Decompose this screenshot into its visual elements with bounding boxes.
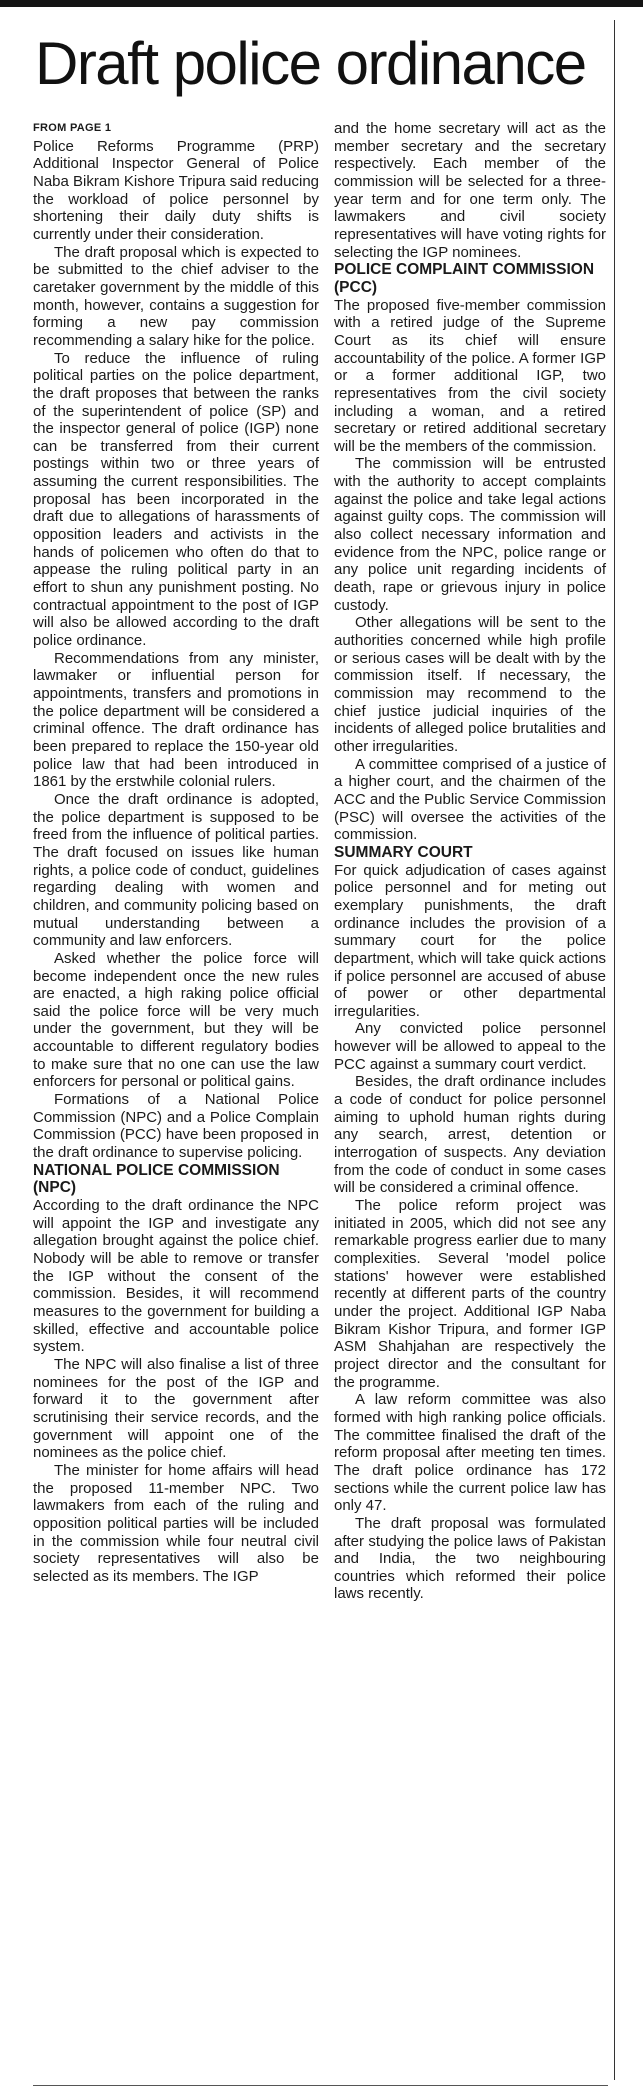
column-divider bbox=[614, 20, 615, 2080]
paragraph: Besides, the draft ordinance includes a code of conduct for police personnel aiming to uphold human rights during any search, arrest, detention or interrogation of suspects. Any deviation from the code of conduct in some cases will be considered a criminal offence. bbox=[334, 1073, 606, 1197]
article-column-2 bbox=[334, 120, 606, 1603]
paragraph: According to the draft ordinance the NPC will appoint the IGP and investigate any allegation brought against the police chief. Nobody will be able to remove or transfer the IGP without the consent of the commission. Besides, it will recommend measures to the government for building a skilled, effective and accountable police system. bbox=[33, 1197, 319, 1356]
paragraph: The proposed five-member commission with a retired judge of the Supreme Court as its chief will ensure accountability of the police. A former IGP or a former additional IGP, two representatives from the civil society including a woman, and a retired secretary or retired additional secretary will be the members of the commission. bbox=[334, 296, 606, 455]
paragraph: A committee comprised of a justice of a higher court, and the chairmen of the ACC and the Public Service Commission (PSC) will oversee the activities of the commission. bbox=[334, 755, 606, 844]
paragraph: The commission will be entrusted with the authority to accept complaints against the police and take legal actions against guilty cops. The commission will also collect necessary information and evidence from the NPC, police range or any police unit regarding incidents of death, rape or grievous injury in police custody. bbox=[334, 455, 606, 614]
paragraph: The NPC will also finalise a list of three nominees for the post of the IGP and forward it to the government after scrutinising their service records, and the government will appoint one of the nominees as the police chief. bbox=[33, 1355, 319, 1462]
summary-court-heading: SUMMARY COURT bbox=[334, 843, 473, 861]
paragraph: To reduce the influence of ruling political parties on the police department, the draft proposes that between the ranks of the superintendent of police (SP) and the inspector general of police (IGP) none can be transferred from their current postings within two or three years of assuming the current responsibilities. The proposal has been incorporated in the draft due to allegations of harassments of opposition leaders and activists in the hands of policemen who often do that to appease the ruling political party in an effort to shun any punishment posting. No contractual appointment to the post of IGP will also be allowed according to the draft police ordinance. bbox=[33, 349, 319, 650]
paragraph: The draft proposal which is expected to be submitted to the chief adviser to the caretaker government by the middle of this month, however, contains a suggestion for forming a new pay commission recommending a salary hike for the police. bbox=[33, 243, 319, 349]
paragraph: Any convicted police personnel however will be allowed to appeal to the PCC against a summary court verdict. bbox=[334, 1020, 606, 1073]
paragraph: Asked whether the police force will become independent once the new rules are enacted, a high raking police official said the police force will be very much under the government, but they will be accountable to different regulatory bodies to make sure that no one can use the law enforcers for personal or political gains. bbox=[33, 949, 319, 1091]
top-rule bbox=[0, 0, 643, 7]
kicker: FROM PAGE 1 bbox=[33, 122, 112, 134]
paragraph: Once the draft ordinance is adopted, the police department is supposed to be freed from the influence of political parties. The draft focused on issues like human rights, a police code of conduct, guidelines regarding dealing with women and children, and community policing based on mutual understanding between a community and law enforcers. bbox=[33, 790, 319, 950]
paragraph: Other allegations will be sent to the authorities concerned while high profile or serious cases will be dealt with by the commission itself. If necessary, the commission may recommend to the chief justice judicial inquiries of the incidents of alleged police brutalities and other irregularities. bbox=[334, 614, 606, 755]
article-column-1 bbox=[33, 120, 319, 1585]
paragraph: Formations of a National Police Commission (NPC) and a Police Complain Commission (PCC) have been proposed in the draft ordinance to supervise policing. bbox=[33, 1091, 319, 1162]
npc-heading: NATIONAL POLICE COMMISSION (NPC) bbox=[33, 1161, 280, 1197]
paragraph: Recommendations from any minister, lawmaker or influential person for appointments, transfers and promotions in the police department will be considered a criminal offence. The draft ordinance has been prepared to replace the 150-year old police law that had been introduced in 1861 by the erstwhile colonial rulers. bbox=[33, 649, 319, 791]
paragraph: and the home secretary will act as the member secretary and the secretary respectively. Each member of the commission will be selected for a three-year term and for one term only. The lawmakers and civil society representatives will have voting rights for selecting the IGP nominees. bbox=[334, 120, 606, 261]
headline: Draft police ordinance bbox=[35, 30, 586, 97]
paragraph: The police reform project was initiated in 2005, which did not see any remarkable progress earlier due to many complexities. Several 'model police stations' however were established recently at different parts of the country under the project. Additional IGP Naba Bikram Kishor Tripura, and former IGP ASM Shahjahan are respectively the project director and the consultant for the programme. bbox=[334, 1197, 606, 1391]
paragraph: The minister for home affairs will head the proposed 11-member NPC. Two lawmakers from each of the ruling and opposition political parties will be included in the commission while four neutral civil society representatives will also be selected as its members. The IGP bbox=[33, 1461, 319, 1585]
paragraph: A law reform committee was also formed with high ranking police officials. The committee finalised the draft of the reform proposal after meeting ten times. The draft police ordinance has 172 sections while the current police law has only 47. bbox=[334, 1391, 606, 1515]
paragraph: For quick adjudication of cases against police personnel and for meting out exemplary punishments, the draft ordinance includes the provision of a summary court for the police department, which will take quick actions if police personnel are accused of abuse of power or other departmental irregularities. bbox=[334, 861, 606, 1020]
paragraph: Police Reforms Programme (PRP) Additional Inspector General of Police Naba Bikram Kishore Tripura said reducing the workload of police personnel by shortening their daily duty shifts is currently under their consideration. bbox=[33, 137, 319, 243]
pcc-heading: POLICE COMPLAINT COMMISSION (PCC) bbox=[334, 261, 595, 296]
paragraph: The draft proposal was formulated after studying the police laws of Pakistan and India, the two neighbouring countries which reformed their police laws recently. bbox=[334, 1514, 606, 1603]
bottom-rule bbox=[33, 2085, 608, 2086]
